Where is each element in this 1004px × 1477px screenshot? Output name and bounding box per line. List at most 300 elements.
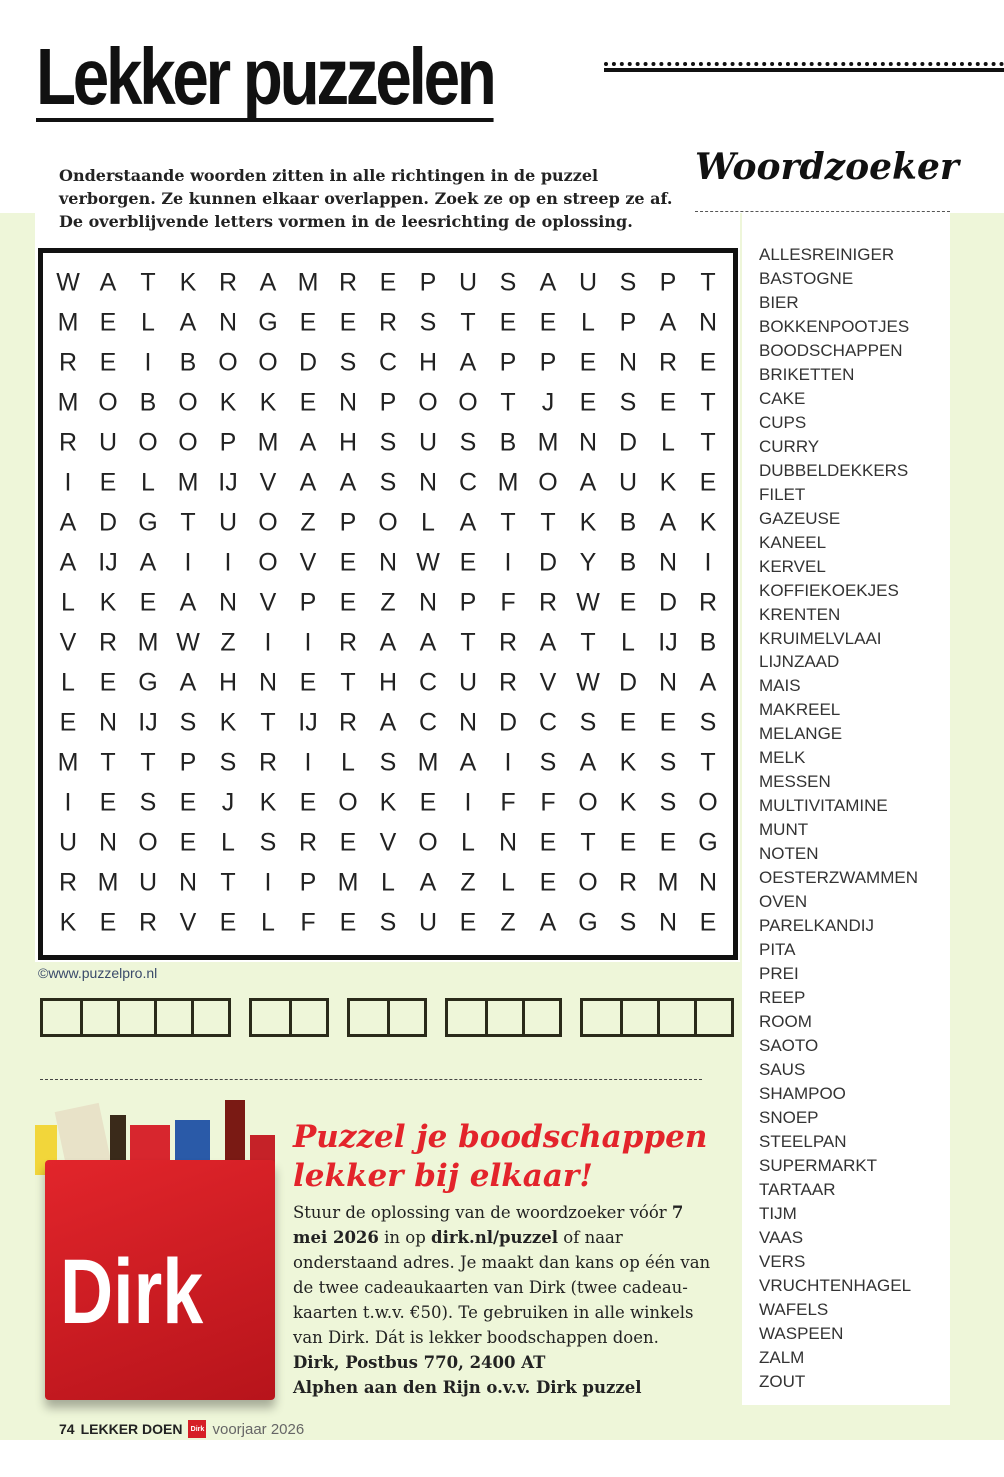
grid-letter[interactable]: A [459,748,477,777]
grid-letter[interactable]: IJ [298,708,318,737]
grid-letter[interactable]: O [378,508,398,537]
grid-letter[interactable]: L [421,508,435,537]
grid-letter[interactable]: I [184,548,192,577]
grid-letter[interactable]: B [179,348,197,377]
grid-letter[interactable]: K [259,388,277,417]
grid-letter[interactable]: M [657,868,679,897]
grid-letter[interactable]: N [578,428,598,457]
grid-letter[interactable]: IJ [658,628,678,657]
grid-letter[interactable]: K [619,748,637,777]
grid-letter[interactable]: O [578,868,598,897]
grid-letter[interactable]: K [579,508,597,537]
grid-letter[interactable]: E [219,908,237,937]
grid-letter[interactable]: T [460,628,476,657]
grid-letter[interactable]: F [500,588,516,617]
grid-letter[interactable]: P [659,268,677,297]
grid-letter[interactable]: E [99,348,117,377]
grid-letter[interactable]: I [144,348,152,377]
grid-letter[interactable]: O [138,428,158,457]
grid-letter[interactable]: V [259,588,277,617]
grid-letter[interactable]: L [501,868,515,897]
grid-letter[interactable]: H [218,668,238,697]
grid-letter[interactable]: D [618,668,638,697]
grid-letter[interactable]: G [578,908,598,937]
grid-letter[interactable]: R [218,268,238,297]
grid-letter[interactable]: I [64,788,72,817]
grid-letter[interactable]: O [138,828,158,857]
grid-letter[interactable]: H [378,668,398,697]
grid-letter[interactable]: D [298,348,318,377]
grid-letter[interactable]: S [379,748,397,777]
grid-letter[interactable]: K [59,908,77,937]
grid-letter[interactable]: I [704,548,712,577]
answer-letter-box[interactable] [117,1001,154,1034]
grid-letter[interactable]: IJ [138,708,158,737]
grid-letter[interactable]: R [618,868,638,897]
grid-letter[interactable]: T [460,308,476,337]
grid-letter[interactable]: M [497,468,519,497]
grid-letter[interactable]: Z [300,508,316,537]
grid-letter[interactable]: J [541,388,555,417]
grid-letter[interactable]: W [56,268,80,297]
grid-letter[interactable]: L [141,308,155,337]
grid-letter[interactable]: E [179,828,197,857]
grid-letter[interactable]: A [379,708,397,737]
grid-letter[interactable]: A [99,268,117,297]
grid-letter[interactable]: U [218,508,238,537]
grid-letter[interactable]: B [139,388,157,417]
grid-letter[interactable]: N [338,388,358,417]
grid-letter[interactable]: M [97,868,119,897]
grid-letter[interactable]: I [64,468,72,497]
grid-letter[interactable]: I [304,628,312,657]
grid-letter[interactable]: T [500,388,516,417]
grid-letter[interactable]: R [258,748,278,777]
grid-letter[interactable]: A [59,508,77,537]
grid-letter[interactable]: U [58,828,78,857]
grid-letter[interactable]: A [459,508,477,537]
grid-letter[interactable]: E [619,708,637,737]
grid-letter[interactable]: C [418,668,438,697]
word-search-grid[interactable] [38,248,738,960]
grid-letter[interactable]: E [339,548,357,577]
grid-letter[interactable]: IJ [98,548,118,577]
grid-letter[interactable]: F [300,908,316,937]
grid-letter[interactable]: E [539,868,557,897]
grid-letter[interactable]: T [700,388,716,417]
grid-letter[interactable]: E [99,908,117,937]
grid-letter[interactable]: O [218,348,238,377]
grid-letter[interactable]: N [378,548,398,577]
grid-letter[interactable]: R [98,628,118,657]
grid-letter[interactable]: B [619,548,637,577]
answer-letter-box[interactable] [620,1001,657,1034]
grid-letter[interactable]: E [659,388,677,417]
grid-letter[interactable]: E [539,828,557,857]
grid-letter[interactable]: O [178,388,198,417]
grid-letter[interactable]: E [299,668,317,697]
grid-letter[interactable]: E [339,308,357,337]
grid-letter[interactable]: S [579,708,597,737]
grid-letter[interactable]: A [579,468,597,497]
grid-letter[interactable]: P [459,588,477,617]
grid-letter[interactable]: S [619,908,637,937]
answer-letter-box[interactable] [583,1001,620,1034]
grid-letter[interactable]: S [139,788,157,817]
grid-letter[interactable]: M [57,748,79,777]
grid-letter[interactable]: E [379,268,397,297]
grid-letter[interactable]: R [138,908,158,937]
answer-letter-box[interactable] [289,1001,326,1034]
grid-letter[interactable]: N [418,588,438,617]
grid-letter[interactable]: O [98,388,118,417]
grid-letter[interactable]: N [218,588,238,617]
grid-letter[interactable]: V [299,548,317,577]
grid-letter[interactable]: L [621,628,635,657]
grid-letter[interactable]: K [619,788,637,817]
grid-letter[interactable]: R [498,628,518,657]
grid-letter[interactable]: O [338,788,358,817]
grid-letter[interactable]: K [659,468,677,497]
grid-letter[interactable]: V [59,628,77,657]
grid-letter[interactable]: S [419,308,437,337]
grid-letter[interactable]: A [419,628,437,657]
grid-letter[interactable]: W [576,668,600,697]
grid-letter[interactable]: M [337,868,359,897]
grid-letter[interactable]: E [299,308,317,337]
answer-letter-box[interactable] [80,1001,117,1034]
grid-letter[interactable]: T [140,748,156,777]
grid-letter[interactable]: E [59,708,77,737]
grid-letter[interactable]: N [98,708,118,737]
grid-letter[interactable]: W [576,588,600,617]
grid-letter[interactable]: W [176,628,200,657]
grid-letter[interactable]: A [299,468,317,497]
grid-letter[interactable]: N [418,468,438,497]
grid-letter[interactable]: M [57,388,79,417]
grid-letter[interactable]: R [58,428,78,457]
grid-letter[interactable]: T [700,748,716,777]
grid-letter[interactable]: M [417,748,439,777]
grid-letter[interactable]: O [258,548,278,577]
grid-letter[interactable]: L [141,468,155,497]
grid-letter[interactable]: A [179,308,197,337]
grid-letter[interactable]: S [619,268,637,297]
grid-letter[interactable]: V [179,908,197,937]
grid-letter[interactable]: A [539,268,557,297]
grid-letter[interactable]: S [379,428,397,457]
grid-letter[interactable]: N [658,908,678,937]
grid-letter[interactable]: U [458,268,478,297]
grid-letter[interactable]: E [419,788,437,817]
grid-letter[interactable]: O [538,468,558,497]
grid-letter[interactable]: K [219,708,237,737]
answer-letter-box[interactable] [191,1001,228,1034]
grid-letter[interactable]: C [378,348,398,377]
grid-letter[interactable]: G [258,308,278,337]
grid-letter[interactable]: V [259,468,277,497]
grid-letter[interactable]: E [539,308,557,337]
grid-letter[interactable]: Z [500,908,516,937]
grid-letter[interactable]: A [579,748,597,777]
grid-letter[interactable]: E [99,468,117,497]
grid-letter[interactable]: M [137,628,159,657]
grid-letter[interactable]: T [700,428,716,457]
grid-letter[interactable]: A [179,588,197,617]
grid-letter[interactable]: T [260,708,276,737]
grid-letter[interactable]: S [539,748,557,777]
grid-letter[interactable]: L [221,828,235,857]
grid-letter[interactable]: P [619,308,637,337]
grid-letter[interactable]: T [340,668,356,697]
grid-letter[interactable]: L [61,668,75,697]
grid-letter[interactable]: E [619,828,637,857]
grid-letter[interactable]: P [299,588,317,617]
grid-letter[interactable]: C [538,708,558,737]
grid-letter[interactable]: C [458,468,478,497]
answer-letter-box[interactable] [485,1001,522,1034]
grid-letter[interactable]: E [299,788,317,817]
grid-letter[interactable]: S [659,748,677,777]
grid-letter[interactable]: A [539,908,557,937]
grid-letter[interactable]: I [464,788,472,817]
grid-letter[interactable]: U [418,908,438,937]
entry-link[interactable]: dirk.nl/puzzel [431,1228,559,1247]
grid-letter[interactable]: E [699,908,717,937]
grid-letter[interactable]: N [98,828,118,857]
grid-letter[interactable]: P [299,868,317,897]
grid-letter[interactable]: J [221,788,235,817]
grid-letter[interactable]: L [381,868,395,897]
grid-letter[interactable]: E [699,348,717,377]
grid-letter[interactable]: E [699,468,717,497]
grid-letter[interactable]: A [59,548,77,577]
grid-letter[interactable]: S [339,348,357,377]
grid-letter[interactable]: U [578,268,598,297]
grid-letter[interactable]: I [304,748,312,777]
grid-letter[interactable]: K [99,588,117,617]
grid-letter[interactable]: F [500,788,516,817]
grid-letter[interactable]: T [180,508,196,537]
grid-letter[interactable]: U [458,668,478,697]
grid-letter[interactable]: T [700,268,716,297]
answer-letter-box[interactable] [448,1001,485,1034]
grid-letter[interactable]: R [338,268,358,297]
grid-letter[interactable]: E [499,308,517,337]
grid-letter[interactable]: K [379,788,397,817]
grid-letter[interactable]: E [459,548,477,577]
grid-letter[interactable]: U [98,428,118,457]
grid-letter[interactable]: N [658,668,678,697]
grid-letter[interactable]: M [57,308,79,337]
grid-letter[interactable]: R [658,348,678,377]
grid-letter[interactable]: M [257,428,279,457]
grid-letter[interactable]: P [219,428,237,457]
grid-letter[interactable]: A [339,468,357,497]
grid-letter[interactable]: T [500,508,516,537]
grid-letter[interactable]: U [418,428,438,457]
grid-letter[interactable]: N [698,308,718,337]
grid-letter[interactable]: C [418,708,438,737]
grid-letter[interactable]: S [619,388,637,417]
grid-letter[interactable]: N [698,868,718,897]
grid-letter[interactable]: K [259,788,277,817]
grid-letter[interactable]: N [658,548,678,577]
grid-letter[interactable]: R [338,628,358,657]
grid-letter[interactable]: A [419,868,437,897]
grid-letter[interactable]: P [499,348,517,377]
grid-letter[interactable]: K [179,268,197,297]
grid-letter[interactable]: O [698,788,718,817]
grid-letter[interactable]: U [138,868,158,897]
answer-letter-box[interactable] [387,1001,424,1034]
grid-letter[interactable]: O [458,388,478,417]
answer-letter-box[interactable] [350,1001,387,1034]
grid-letter[interactable]: P [339,508,357,537]
grid-letter[interactable]: E [579,348,597,377]
solution-boxes[interactable] [40,998,734,1037]
grid-letter[interactable]: F [540,788,556,817]
grid-letter[interactable]: D [498,708,518,737]
grid-letter[interactable]: T [580,828,596,857]
grid-letter[interactable]: A [259,268,277,297]
grid-letter[interactable]: N [618,348,638,377]
grid-letter[interactable]: R [378,308,398,337]
grid-letter[interactable]: A [539,628,557,657]
grid-letter[interactable]: B [699,628,717,657]
grid-letter[interactable]: E [459,908,477,937]
grid-letter[interactable]: L [261,908,275,937]
grid-letter[interactable]: T [580,628,596,657]
grid-letter[interactable]: R [58,868,78,897]
grid-letter[interactable]: A [139,548,157,577]
grid-letter[interactable]: N [498,828,518,857]
grid-letter[interactable]: E [339,908,357,937]
grid-letter[interactable]: K [699,508,717,537]
grid-letter[interactable]: S [179,708,197,737]
grid-letter[interactable]: O [258,508,278,537]
grid-letter[interactable]: S [459,428,477,457]
answer-letter-box[interactable] [252,1001,289,1034]
grid-letter[interactable]: O [418,388,438,417]
grid-letter[interactable]: I [264,868,272,897]
grid-letter[interactable]: O [178,428,198,457]
grid-letter[interactable]: V [379,828,397,857]
grid-letter[interactable]: E [659,828,677,857]
grid-letter[interactable]: L [61,588,75,617]
grid-letter[interactable]: D [658,588,678,617]
grid-letter[interactable]: S [259,828,277,857]
grid-letter[interactable]: R [58,348,78,377]
grid-letter[interactable]: Z [380,588,396,617]
grid-letter[interactable]: S [499,268,517,297]
answer-letter-box[interactable] [657,1001,694,1034]
grid-letter[interactable]: L [341,748,355,777]
grid-letter[interactable]: O [418,828,438,857]
grid-letter[interactable]: S [699,708,717,737]
grid-letter[interactable]: P [179,748,197,777]
grid-letter[interactable]: E [179,788,197,817]
grid-letter[interactable]: P [539,348,557,377]
grid-letter[interactable]: S [659,788,677,817]
grid-letter[interactable]: D [618,428,638,457]
grid-letter[interactable]: W [416,548,440,577]
grid-letter[interactable]: E [139,588,157,617]
grid-letter[interactable]: A [179,668,197,697]
grid-letter[interactable]: N [218,308,238,337]
grid-letter[interactable]: T [100,748,116,777]
grid-letter[interactable]: I [504,548,512,577]
grid-letter[interactable]: D [98,508,118,537]
grid-letter[interactable]: G [698,828,718,857]
grid-letter[interactable]: I [264,628,272,657]
grid-letter[interactable]: Z [220,628,236,657]
grid-letter[interactable]: N [458,708,478,737]
grid-letter[interactable]: G [138,668,158,697]
grid-letter[interactable]: O [258,348,278,377]
grid-letter[interactable]: M [537,428,559,457]
grid-letter[interactable]: O [578,788,598,817]
grid-letter[interactable]: A [659,508,677,537]
grid-letter[interactable]: E [659,708,677,737]
grid-letter[interactable]: L [581,308,595,337]
grid-letter[interactable]: E [579,388,597,417]
grid-letter[interactable]: A [699,668,717,697]
grid-letter[interactable]: T [220,868,236,897]
grid-letter[interactable]: I [504,748,512,777]
grid-letter[interactable]: R [698,588,718,617]
grid-letter[interactable]: Z [460,868,476,897]
grid-letter[interactable]: E [99,668,117,697]
grid-letter[interactable]: S [379,468,397,497]
grid-letter[interactable]: E [339,588,357,617]
grid-letter[interactable]: T [140,268,156,297]
grid-letter[interactable]: N [258,668,278,697]
grid-letter[interactable]: H [338,428,358,457]
grid-letter[interactable]: Y [579,548,597,577]
grid-letter[interactable]: E [99,788,117,817]
grid-letter[interactable]: IJ [218,468,238,497]
answer-letter-box[interactable] [154,1001,191,1034]
grid-letter[interactable]: R [538,588,558,617]
grid-letter[interactable]: A [299,428,317,457]
grid-letter[interactable]: B [499,428,517,457]
grid-letter[interactable]: P [379,388,397,417]
grid-letter[interactable]: V [539,668,557,697]
answer-letter-box[interactable] [522,1001,559,1034]
grid-letter[interactable]: N [178,868,198,897]
answer-letter-box[interactable] [694,1001,731,1034]
grid-letter[interactable]: E [339,828,357,857]
grid-letter[interactable]: S [379,908,397,937]
grid-letter[interactable]: T [540,508,556,537]
grid-letter[interactable]: D [538,548,558,577]
grid-letter[interactable]: I [224,548,232,577]
grid-letter[interactable]: R [338,708,358,737]
grid-letter[interactable]: E [299,388,317,417]
grid-letter[interactable]: R [498,668,518,697]
grid-letter[interactable]: U [618,468,638,497]
grid-letter[interactable]: B [619,508,637,537]
grid-letter[interactable]: M [297,268,319,297]
grid-letter[interactable]: L [661,428,675,457]
grid-letter[interactable]: M [177,468,199,497]
grid-letter[interactable]: K [219,388,237,417]
grid-letter[interactable]: E [99,308,117,337]
grid-letter[interactable]: A [459,348,477,377]
grid-letter[interactable]: H [418,348,438,377]
grid-letter[interactable]: S [219,748,237,777]
